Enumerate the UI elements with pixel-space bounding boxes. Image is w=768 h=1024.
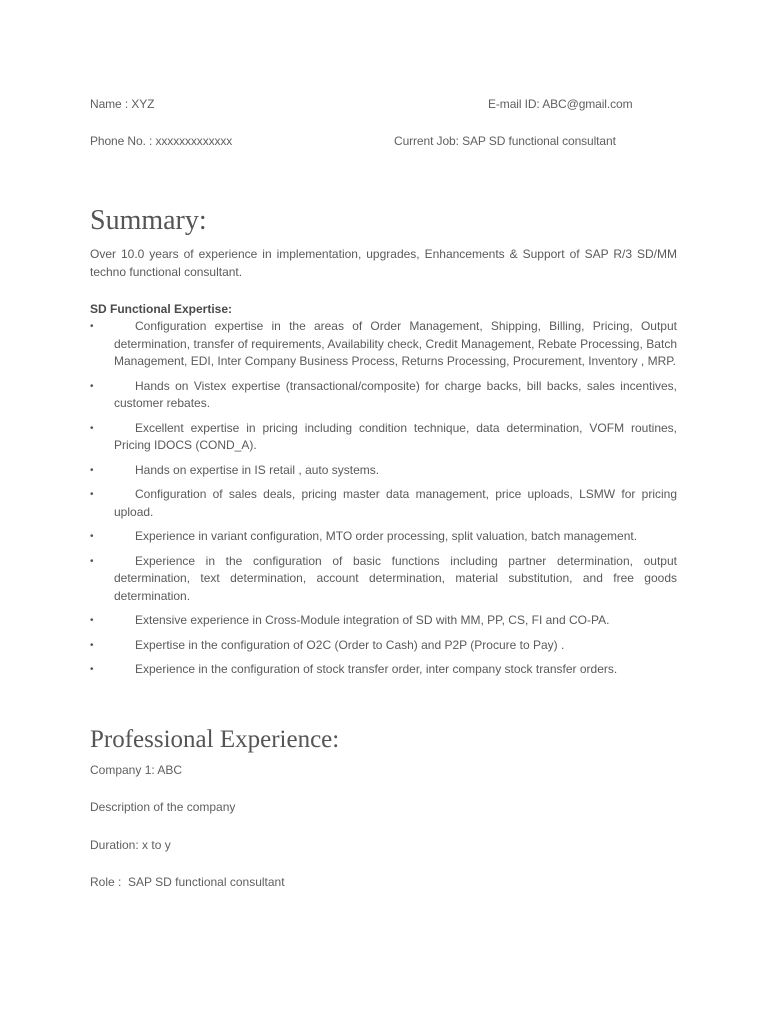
bullet-icon: •	[90, 615, 94, 626]
candidate-phone: Phone No. : xxxxxxxxxxxxx	[90, 134, 233, 148]
sd-expertise-subheading: SD Functional Expertise:	[90, 302, 233, 316]
expertise-item-text: Hands on expertise in IS retail , auto systems.	[135, 462, 380, 477]
candidate-email: E-mail ID: ABC@gmail.com	[488, 97, 633, 111]
bullet-icon: •	[90, 639, 94, 651]
bullet-icon: •	[90, 664, 94, 675]
expertise-item-text: Experience in the configuration of basic functions including partner determination, output determination, text determination, account determination, material substitution, and free goods determination.	[114, 553, 677, 603]
expertise-item	[90, 420, 677, 455]
expertise-item	[90, 486, 677, 521]
candidate-name: Name : XYZ	[90, 97, 155, 111]
expertise-item-text: Experience in the configuration of stock transfer order, inter company stock transfer orders.	[135, 662, 618, 676]
expertise-item	[90, 462, 677, 480]
expertise-item-text: Excellent expertise in pricing including condition technique, data determination, VOFM routines, Pricing IDOCS (COND_A).	[114, 420, 677, 452]
bullet-icon: •	[90, 321, 94, 332]
expertise-item	[90, 612, 677, 630]
expertise-item-text: Configuration expertise in the areas of Order Management, Shipping, Billing, Pricing, Output determination, transfer of requirements, Availability check, Credit Management, Rebate Processing, Batch Management, EDI, Inter Company Business Process, Returns Processing, Procurement, Inventory , MRP.	[114, 319, 677, 368]
expertise-item-text: Expertise in the configuration of O2C (Order to Cash) and P2P (Procure to Pay) .	[135, 637, 565, 652]
professional-experience-heading: Professional Experience:	[90, 726, 340, 753]
expertise-item	[90, 661, 677, 679]
bullet-icon: •	[90, 531, 94, 542]
candidate-current-job: Current Job: SAP SD functional consultant	[394, 134, 616, 148]
summary-intro: Over 10.0 years of experience in implementation, upgrades, Enhancements & Support of SAP R/3 SD/MM techno functional consultant.	[90, 247, 677, 279]
expertise-item-text: Configuration of sales deals, pricing master data management, price uploads, LSMW for pricing upload.	[114, 487, 677, 519]
employment-duration: Duration: x to y	[90, 838, 171, 852]
bullet-icon: •	[90, 422, 94, 434]
expertise-item-text: Hands on Vistex expertise (transactional/composite) for charge backs, bill backs, sales incentives, customer rebates.	[114, 378, 677, 410]
company-name: Company 1: ABC	[90, 763, 183, 777]
expertise-item-text: Extensive experience in Cross-Module integration of SD with MM, PP, CS, FI and CO-PA.	[135, 613, 610, 627]
expertise-item	[90, 637, 677, 655]
expertise-item	[90, 378, 677, 413]
bullet-icon: •	[90, 380, 94, 392]
expertise-list	[90, 318, 677, 686]
summary-heading: Summary:	[90, 205, 207, 236]
expertise-item-text: Experience in variant configuration, MTO order processing, split valuation, batch management.	[135, 529, 638, 543]
expertise-item	[90, 553, 677, 606]
bullet-icon: •	[90, 555, 94, 567]
expertise-item	[90, 318, 677, 371]
job-role: Role : SAP SD functional consultant	[90, 875, 285, 889]
company-description: Description of the company	[90, 800, 236, 814]
bullet-icon: •	[90, 464, 94, 476]
expertise-item	[90, 528, 677, 546]
bullet-icon: •	[90, 489, 94, 500]
